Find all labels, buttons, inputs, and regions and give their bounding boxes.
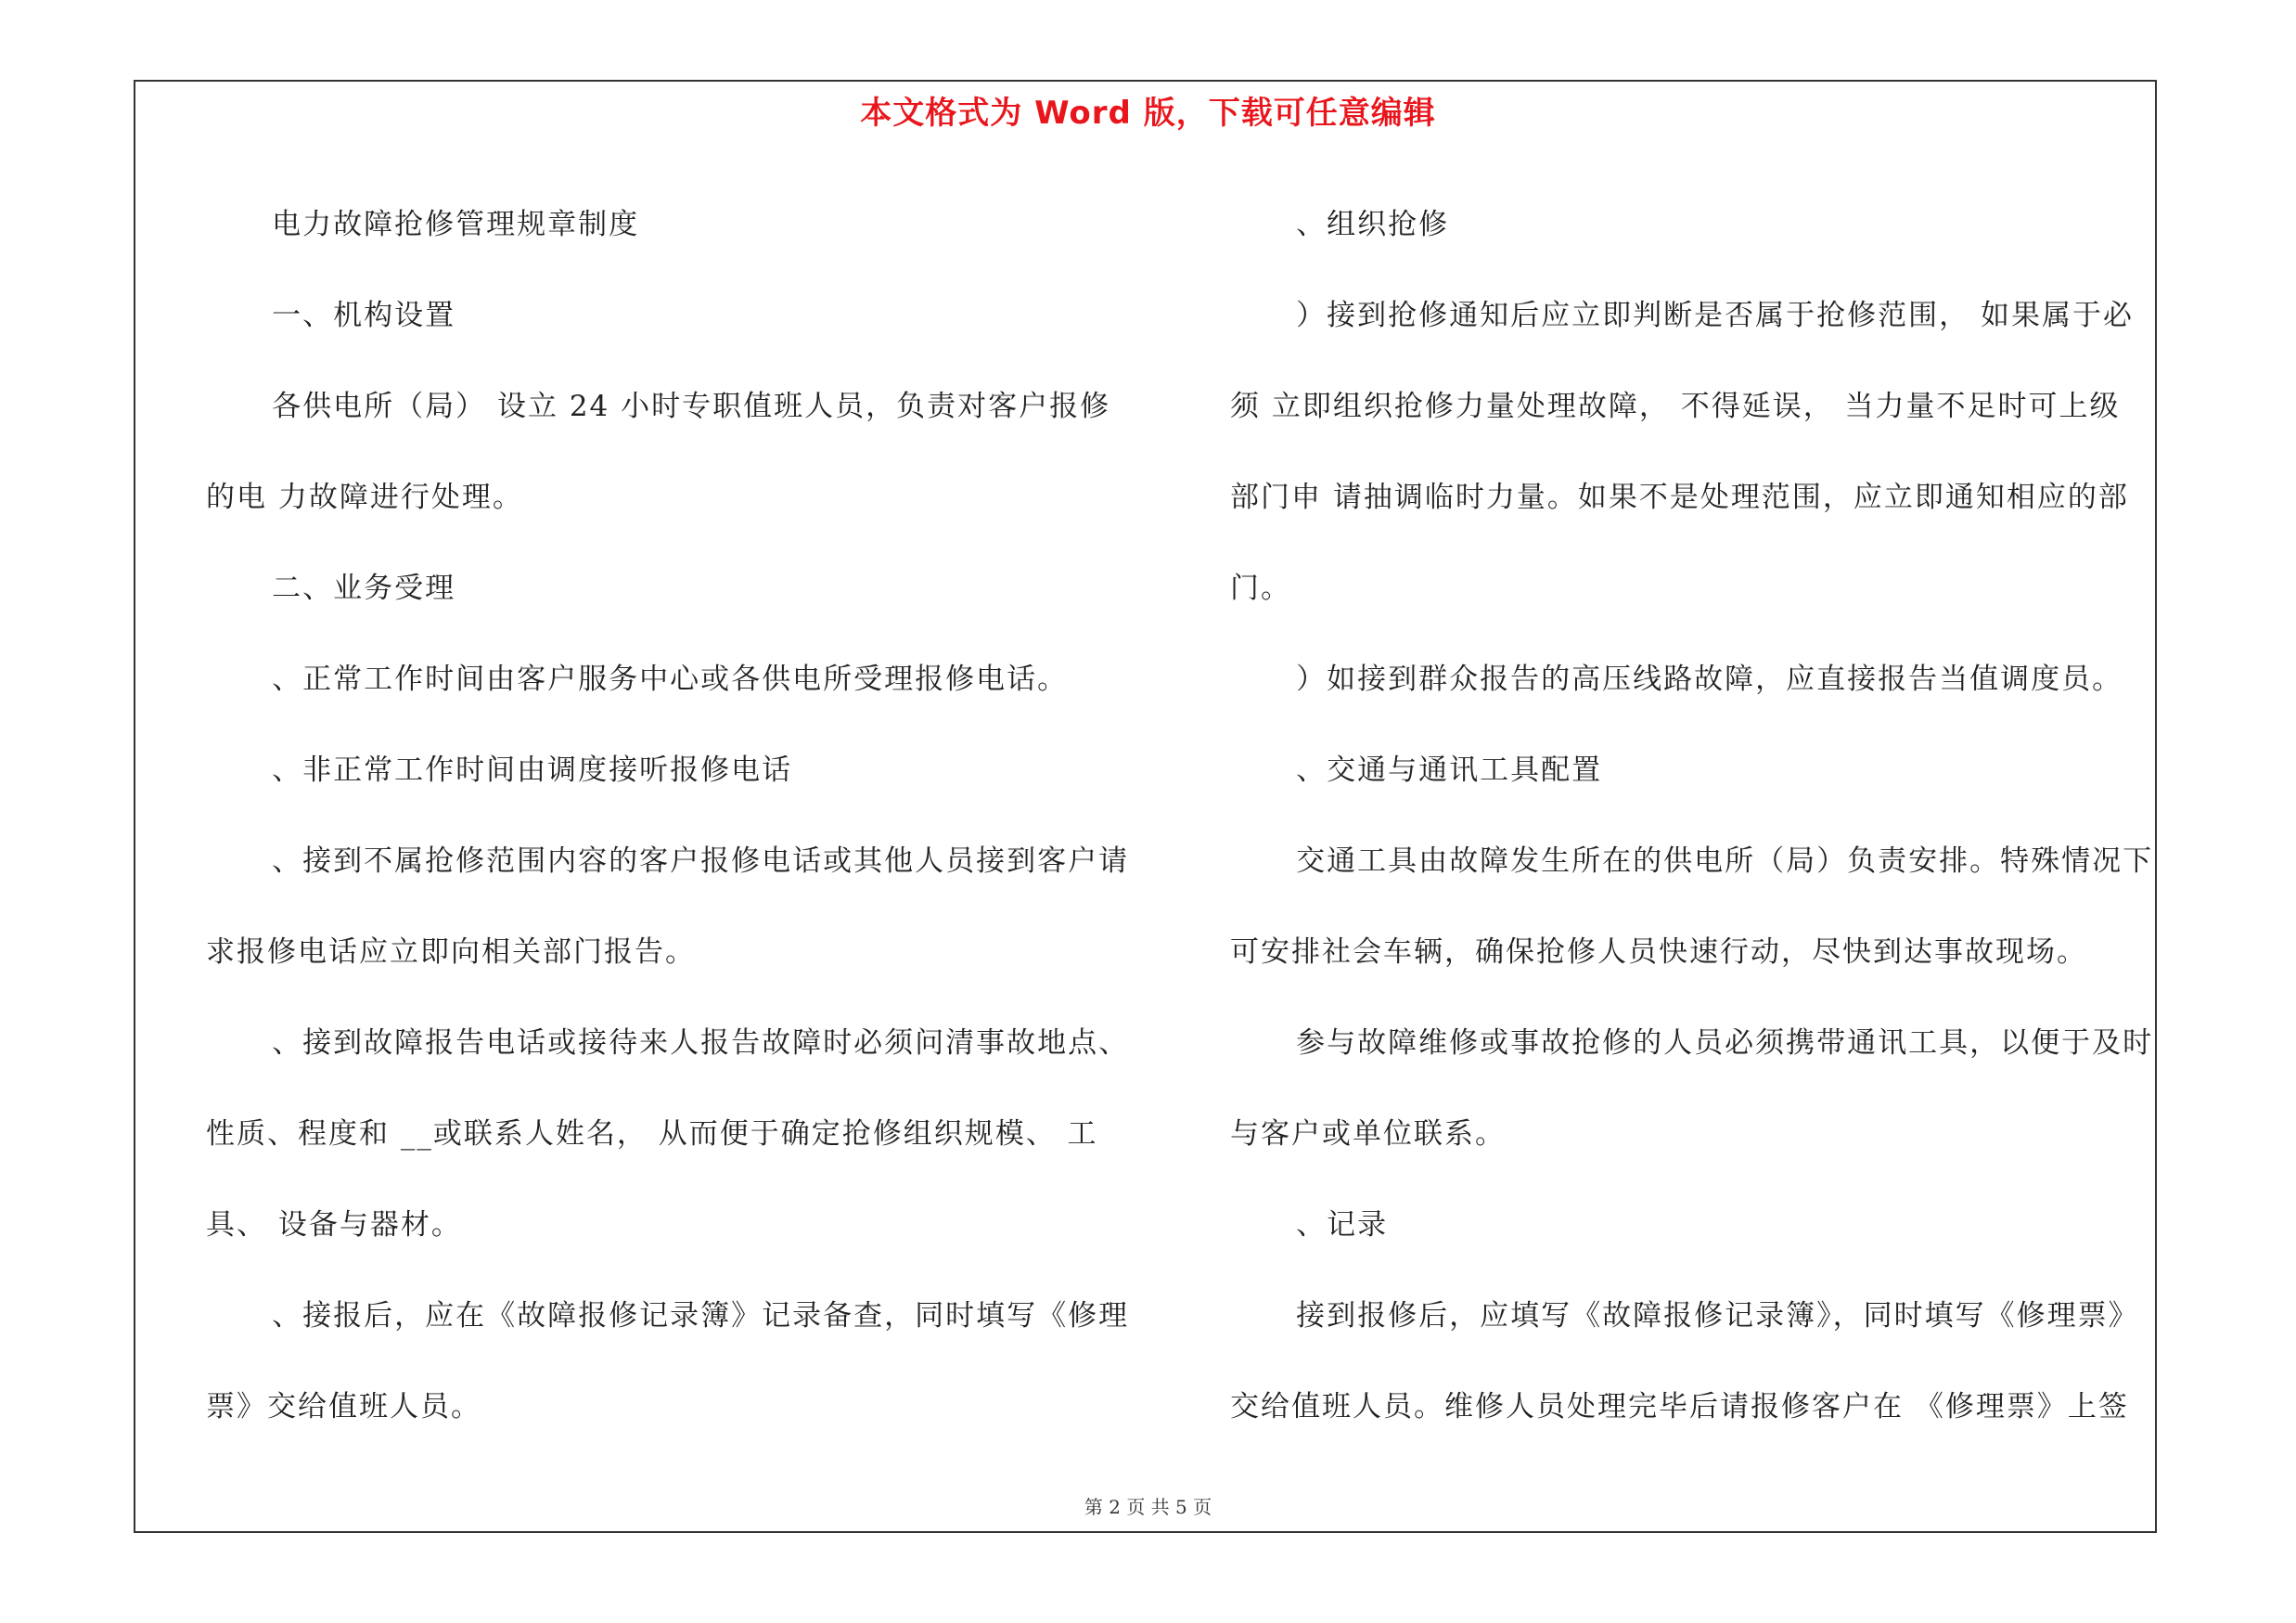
format-notice-banner: 本文格式为 Word 版，下载可任意编辑 [860,95,1436,132]
text-line: ）如接到群众报告的高压线路故障，应直接报告当值调度员。 [1230,663,2123,696]
text-line: 可安排社会车辆，确保抢修人员快速行动，尽快到达事故现场。 [1230,935,2087,969]
text-line: 与客户或单位联系。 [1230,1117,1506,1151]
text-line: 交给值班人员。维修人员处理完毕后请报修客户在 《修理票》上签 [1230,1390,2129,1423]
text-line: 求报修电话应立即向相关部门报告。 [206,935,696,969]
text-line: 具、 设备与器材。 [206,1208,462,1242]
text-line: 须 立即组织抢修力量处理故障， 不得延误， 当力量不足时可上级 [1230,390,2121,423]
text-line: 各供电所（局） 设立 24 小时专职值班人员，负责对客户报修 [206,390,1111,423]
text-line: 、接报后，应在《故障报修记录簿》记录备查，同时填写《修理 [206,1299,1130,1333]
text-line: 、接到不属抢修范围内容的客户报修电话或其他人员接到客户请 [206,844,1130,878]
right-column [1230,179,2158,1452]
text-line: 部门申 请抽调临时力量。如果不是处理范围，应立即通知相应的部 [1230,481,2129,514]
text-line: 门。 [1230,572,1291,605]
text-line: 接到报修后，应填写《故障报修记录簿》，同时填写《修理票》 [1230,1299,2139,1333]
text-line: 、非正常工作时间由调度接听报修电话 [206,754,793,787]
text-line: 、交通与通讯工具配置 [1230,754,1603,787]
text-line: 、接到故障报告电话或接待来人报告故障时必须问清事故地点、 [206,1026,1130,1060]
text-line: ）接到抢修通知后应立即判断是否属于抢修范围， 如果属于必 [1230,299,2134,332]
text-line: 性质、程度和 __或联系人姓名， 从而便于确定抢修组织规模、 工 [206,1117,1098,1151]
text-line: 、组织抢修 [1230,208,1450,241]
text-line: 参与故障维修或事故抢修的人员必须携带通讯工具，以便于及时 [1230,1026,2154,1060]
left-column [206,179,1152,1452]
text-line: 票》交给值班人员。 [206,1390,481,1423]
text-line: 、记录 [1230,1208,1389,1242]
text-line: 、正常工作时间由客户服务中心或各供电所受理报修电话。 [206,663,1069,696]
text-line: 二、业务受理 [206,572,456,605]
text-line: 的电 力故障进行处理。 [206,481,523,514]
text-line: 一、机构设置 [206,299,456,332]
page-number-footer: 第 2 页 共 5 页 [1084,1496,1212,1518]
text-line: 交通工具由故障发生所在的供电所（局）负责安排。特殊情况下 [1230,844,2154,878]
text-line: 电力故障抢修管理规章制度 [206,208,640,241]
